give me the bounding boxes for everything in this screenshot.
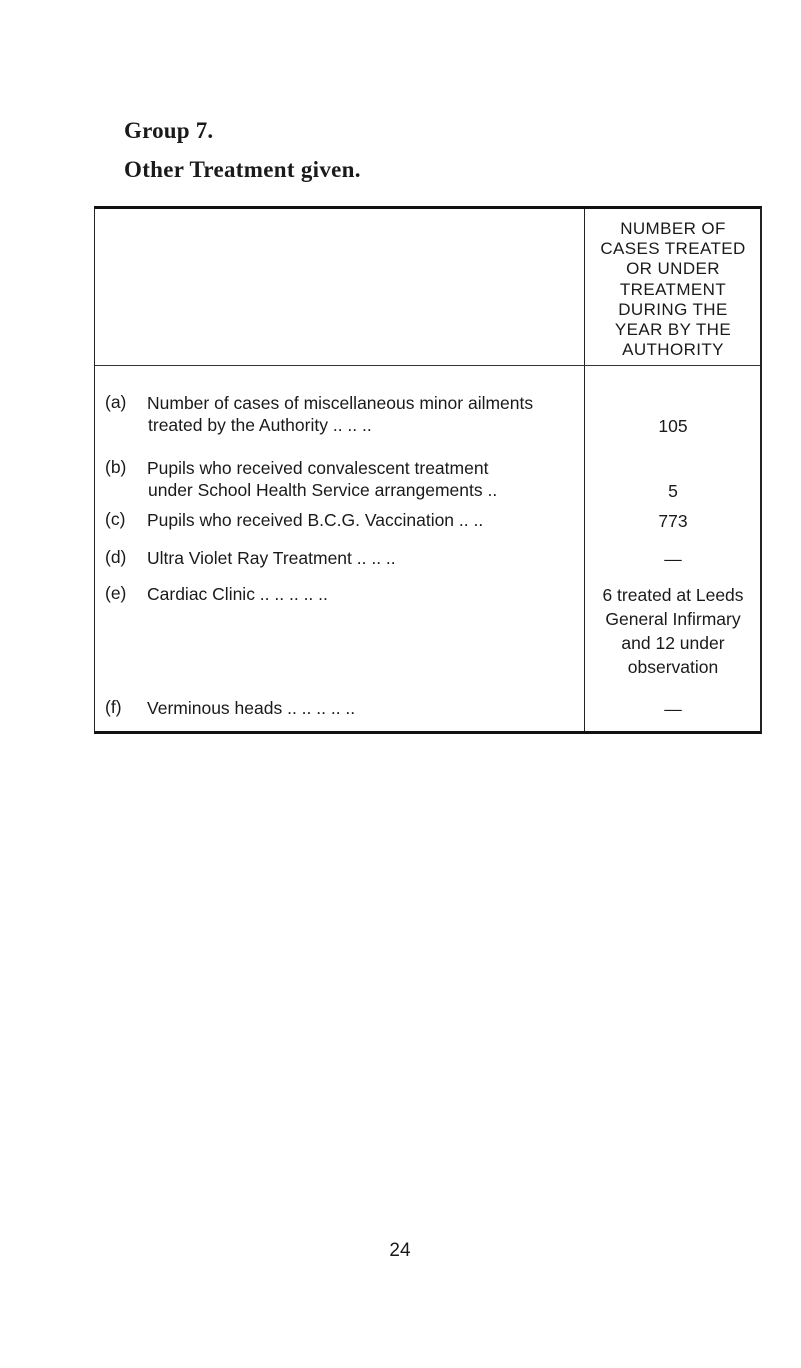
row-value — [585, 547, 761, 571]
column-header-line: DURING THE — [618, 299, 728, 319]
value-line: — — [664, 549, 682, 569]
row-value — [585, 509, 761, 533]
column-header-line: YEAR BY THE — [614, 320, 732, 340]
row-letter: (c) — [105, 509, 126, 529]
description-line: Pupils who received B.C.G. Vaccination .. .. — [147, 510, 484, 530]
row-letter: (a) — [105, 392, 127, 412]
description-line: Number of cases of miscellaneous minor ailments — [147, 393, 534, 413]
value-line: observation — [627, 657, 719, 677]
row-description — [147, 583, 587, 605]
value-line: — — [664, 699, 682, 719]
value-line: 773 — [658, 511, 688, 531]
header-rule — [95, 365, 760, 366]
value-line: 105 — [658, 416, 688, 436]
row-letter: (e) — [105, 583, 127, 603]
value-line: 6 treated at Leeds — [602, 585, 744, 605]
row-description — [147, 547, 587, 569]
column-header-cases-treated — [585, 219, 761, 360]
row-letter: (d) — [105, 547, 127, 567]
column-header-line: CASES TREATED — [600, 239, 746, 259]
value-line: 5 — [668, 481, 678, 501]
row-value — [585, 697, 761, 721]
treatment-table — [94, 206, 762, 734]
row-description — [147, 697, 587, 719]
description-line: treated by the Authority .. .. .. — [148, 415, 372, 435]
section-subtitle: Other Treatment given. — [124, 157, 361, 182]
description-line: Ultra Violet Ray Treatment .. .. .. — [147, 548, 396, 568]
row-value — [585, 479, 761, 503]
row-letter: (b) — [105, 457, 127, 477]
column-header-line: OR UNDER — [626, 259, 720, 279]
column-header-line: TREATMENT — [619, 279, 727, 299]
row-description — [147, 457, 587, 501]
column-header-line: AUTHORITY — [622, 340, 724, 360]
row-description — [147, 392, 587, 436]
page-number: 24 — [389, 1240, 411, 1261]
description-line: Verminous heads .. .. .. .. .. — [147, 698, 356, 718]
row-letter: (f) — [105, 697, 122, 717]
value-line: General Infirmary — [605, 609, 741, 629]
description-line: under School Health Service arrangements .. — [148, 480, 498, 500]
row-value — [585, 414, 761, 438]
description-line: Pupils who received convalescent treatment — [147, 458, 489, 478]
description-line: Cardiac Clinic .. .. .. .. .. — [147, 584, 328, 604]
value-line: and 12 under — [621, 633, 725, 653]
column-header-line: NUMBER OF — [620, 219, 726, 238]
row-value — [585, 583, 761, 679]
group-title: Group 7. — [124, 118, 214, 143]
row-description — [147, 509, 587, 531]
